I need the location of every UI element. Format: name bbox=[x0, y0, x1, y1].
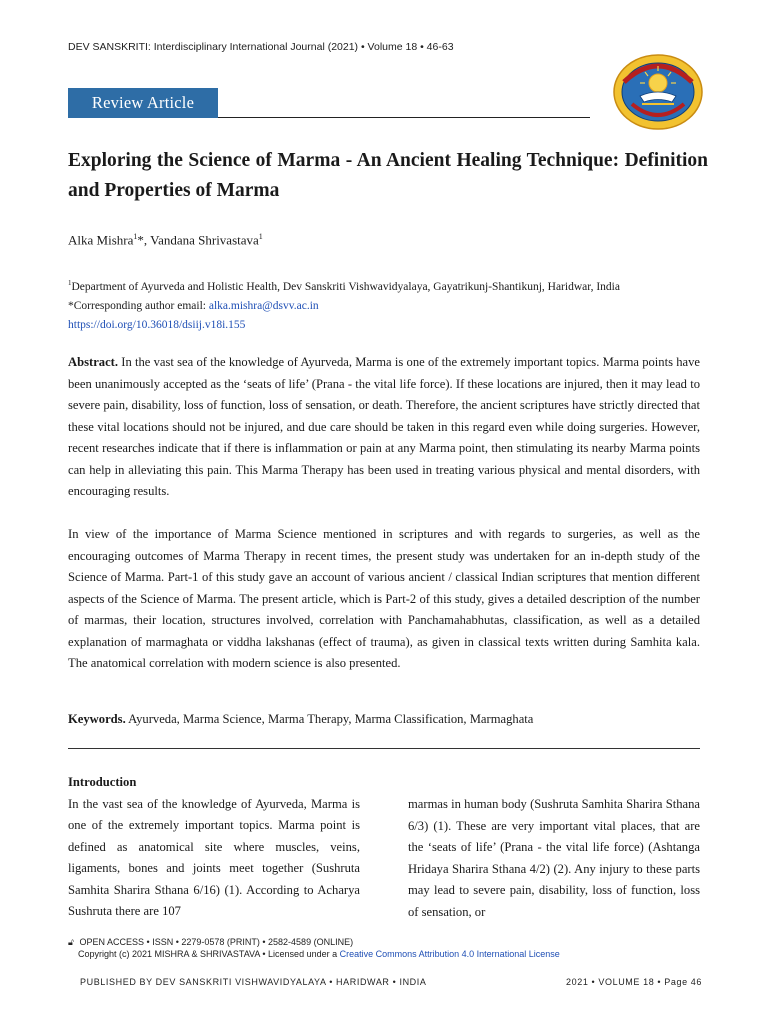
affiliation-line bbox=[68, 274, 708, 297]
author-affil-sup: 1 bbox=[258, 232, 263, 241]
intro-left-column bbox=[68, 772, 360, 923]
doi-link[interactable]: https://doi.org/10.36018/dsiij.v18i.155 bbox=[68, 318, 246, 331]
open-access-line bbox=[68, 936, 560, 948]
page-footer bbox=[80, 977, 702, 987]
issn-text: OPEN ACCESS • ISSN • 2279-0578 (PRINT) • 2582-4589 (ONLINE) bbox=[79, 937, 354, 947]
author-separator: , bbox=[143, 232, 151, 248]
journal-logo bbox=[612, 52, 704, 132]
intro-right-column bbox=[408, 794, 700, 923]
abstract-paragraph-2: In view of the importance of Marma Science mentioned in scriptures and with regards to surgeries, as well as the encouraging outcomes of Marma Therapy in recent times, the present study was undertaken for an in-depth study of the Science of Marma. Part-1 of this study gave an account of various ancient / classical Indian scriptures that mention different aspects of the Science of Marma. The present article, which is Part-2 of this study, gives a detailed description of the number of marmas, their location, structures involved, correlation with Panchamahabhutas, classification, as well as a detailed explanation of marmaghata or viddha lakshanas (effect of trauma), as given in classical texts written during Samhita kala. The anatomical correlation with modern science is also presented. bbox=[68, 527, 700, 670]
section-divider bbox=[68, 748, 700, 749]
email-link[interactable]: alka.mishra@dsvv.ac.in bbox=[208, 299, 319, 312]
author-name: Alka Mishra bbox=[68, 232, 134, 248]
license-footer bbox=[68, 936, 560, 960]
article-type-bar bbox=[68, 88, 590, 120]
author-list bbox=[68, 232, 263, 248]
header-rule bbox=[218, 117, 590, 118]
abstract bbox=[68, 352, 700, 503]
introduction-heading: Introduction bbox=[68, 775, 137, 789]
email-label: *Corresponding author email: bbox=[68, 299, 209, 312]
publisher-text: PUBLISHED BY DEV SANSKRITI VISHWAVIDYALAYA • HARIDWAR • INDIA bbox=[80, 977, 427, 987]
journal-header: DEV SANSKRITI: Interdisciplinary International Journal (2021) • Volume 18 • 46-63 bbox=[68, 41, 454, 53]
review-article-badge: Review Article bbox=[68, 88, 218, 118]
copyright-line bbox=[68, 948, 560, 960]
copyright-text: Copyright (c) 2021 MISHRA & SHRIVASTAVA • Licensed under a bbox=[78, 949, 340, 959]
corresponding-mark: * bbox=[137, 232, 144, 248]
affil-sup: 1 bbox=[68, 279, 72, 287]
paper-title: Exploring the Science of Marma - An Ancient Healing Technique: Definition and Properties of Marma bbox=[68, 150, 708, 201]
license-link[interactable]: Creative Commons Attribution 4.0 International License bbox=[339, 949, 560, 959]
keywords bbox=[68, 709, 700, 731]
affiliation-text: Department of Ayurveda and Holistic Health, Dev Sanskriti Vishwavidyalaya, Gayatrikunj-Shantikunj, Haridwar, India bbox=[71, 280, 620, 293]
keywords-text: Ayurveda, Marma Science, Marma Therapy, Marma Classification, Marmaghata bbox=[125, 712, 534, 726]
page-info: 2021 • VOLUME 18 • Page 46 bbox=[566, 977, 702, 987]
affiliation-block bbox=[68, 274, 708, 335]
keywords-label: Keywords. bbox=[68, 712, 126, 726]
open-access-icon: 🔓︎ bbox=[68, 937, 74, 947]
author-affil-sup: 1 bbox=[133, 232, 138, 241]
abstract-text: In the vast sea of the knowledge of Ayurveda, Marma is one of the extremely important topics. Marma points have been unanimously accepted as the ‘seats of life’ (Prana - the vital life force). If these locations are injured, then it may lead to severe pain, disability, loss of function, loss of sensation, or death. Therefore, the ancient scriptures have strictly directed that these vital locations should not be injured, and due care should be taken in this regard even while doing surgeries. However, recent researches indicate that if there is inflammation or pain at any Marma point, then stimulating its nearby Marma points can help in alleviating this pain. This Marma Therapy has been used in treating various physical and mental disorders, with encouraging results. bbox=[68, 355, 700, 498]
email-line bbox=[68, 297, 708, 316]
intro-right-text: marmas in human body (Sushruta Samhita Sharira Sthana 6/3) (1). These are very important vital places, that are the ‘seats of life’ (Prana - the vital life force) (Ashtanga Hridaya Sharira Sthana 4/2) (2). Any injury to these parts may lead to severe pain, disability, loss of function, loss of sensation, or bbox=[408, 797, 700, 919]
intro-left-text: In the vast sea of the knowledge of Ayurveda, Marma is one of the extremely important topics. Marma point is defined as anatomical site where muscles, veins, ligaments, bones and joints meet together (Sushruta Samhita Sharira Sthana 6/16) (1). According to Acharya Sushruta there are 107 bbox=[68, 796, 360, 918]
abstract-label: Abstract. bbox=[68, 355, 119, 369]
author-name: Vandana Shrivastava bbox=[150, 232, 259, 248]
